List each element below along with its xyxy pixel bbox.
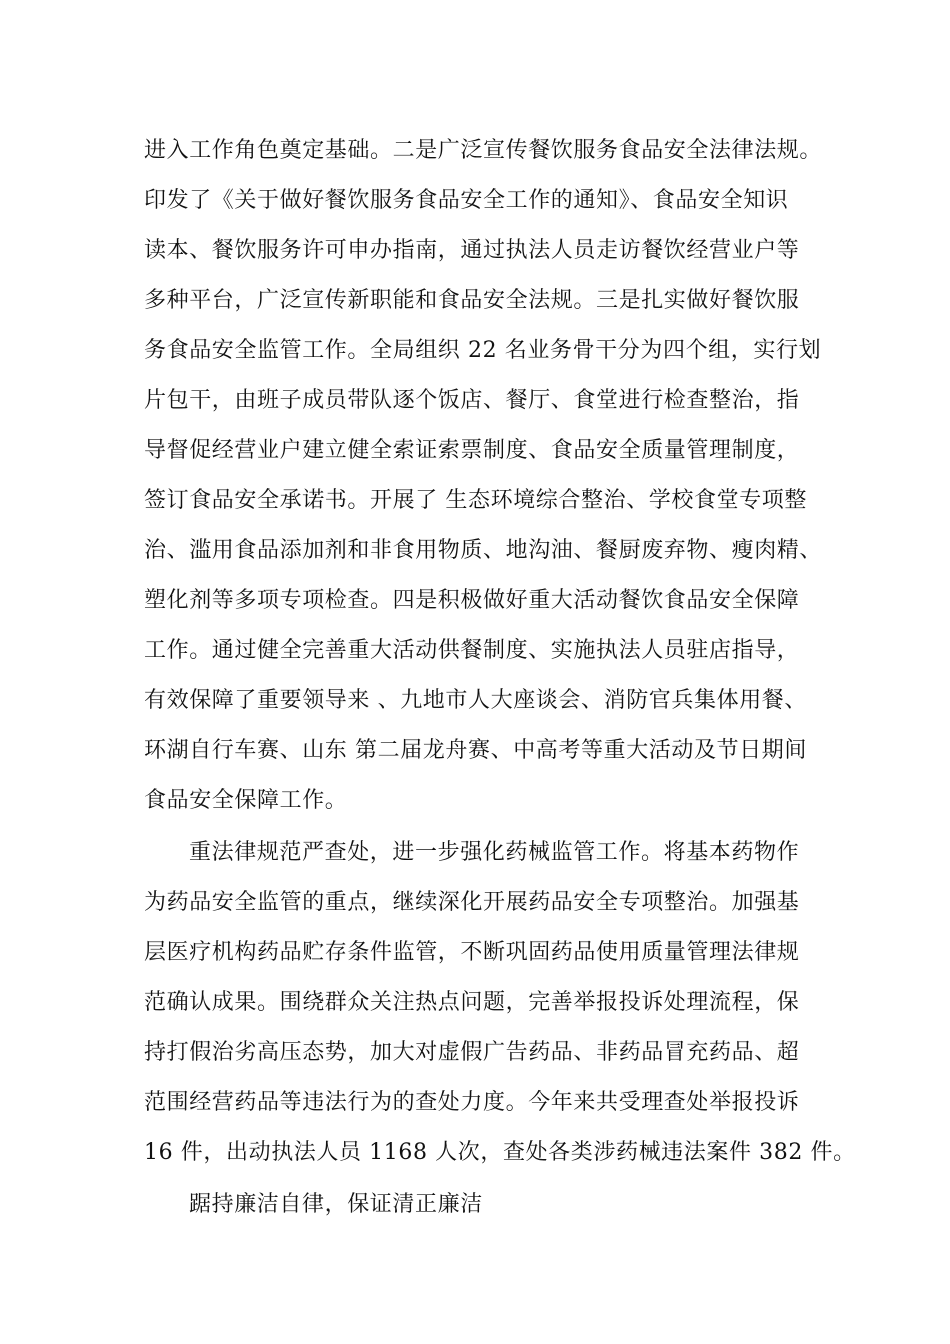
section-heading: 踞持廉洁自律，保证清正廉洁 <box>189 1192 483 1217</box>
paragraph-first-line: 重法律规范严查处，进一步强化药械监管工作。将基本药物作 <box>189 840 800 865</box>
text-line: 范确认成果。围绕群众关注热点问题，完善举报投诉处理流程，保 <box>144 990 800 1015</box>
text-line: 食品安全保障工作。 <box>144 788 348 813</box>
text-line: 多种平台，广泛宣传新职能和食品安全法规。三是扎实做好餐饮服 <box>144 288 800 313</box>
text-line: 读本、餐饮服务许可申办指南，通过执法人员走访餐饮经营业户等 <box>144 238 800 263</box>
text-line: 有效保障了重要领导来 、九地市人大座谈会、消防官兵集体用餐、 <box>144 688 807 713</box>
text-line: 塑化剂等多项专项检查。四是积极做好重大活动餐饮食品安全保障 <box>144 588 800 613</box>
text-line: 为药品安全监管的重点，继续深化开展药品安全专项整治。加强基 <box>144 890 800 915</box>
text-line: 环湖自行车赛、山东 第二届龙舟赛、中高考等重大活动及节日期间 <box>144 738 807 763</box>
text-line: 片包干，由班子成员带队逐个饭店、餐厅、食堂进行检查整治，指 <box>144 388 800 413</box>
text-line: 16 件，出动执法人员 1168 人次，查处各类涉药械违法案件 382 件。 <box>144 1140 856 1165</box>
text-line: 进入工作角色奠定基础。二是广泛宣传餐饮服务食品安全法律法规。 <box>144 138 823 163</box>
text-line: 治、滥用食品添加剂和非食用物质、地沟油、餐厨废弃物、瘦肉精、 <box>144 538 823 563</box>
text-line: 范围经营药品等违法行为的查处力度。今年来共受理查处举报投诉 <box>144 1090 800 1115</box>
text-line: 务食品安全监管工作。全局组织 22 名业务骨干分为四个组，实行划 <box>144 338 822 363</box>
text-line: 工作。通过健全完善重大活动供餐制度、实施执法人员驻店指导， <box>144 638 800 663</box>
text-line: 印发了《关于做好餐饮服务食品安全工作的通知》、食品安全知识 <box>144 188 789 213</box>
text-line: 签订食品安全承诺书。开展了 生态环境综合整治、学校食堂专项整 <box>144 488 807 513</box>
text-line: 层医疗机构药品贮存条件监管，不断巩固药品使用质量管理法律规 <box>144 940 800 965</box>
text-line: 导督促经营业户建立健全索证索票制度、食品安全质量管理制度， <box>144 438 800 463</box>
text-line: 持打假治劣高压态势，加大对虚假广告药品、非药品冒充药品、超 <box>144 1040 800 1065</box>
